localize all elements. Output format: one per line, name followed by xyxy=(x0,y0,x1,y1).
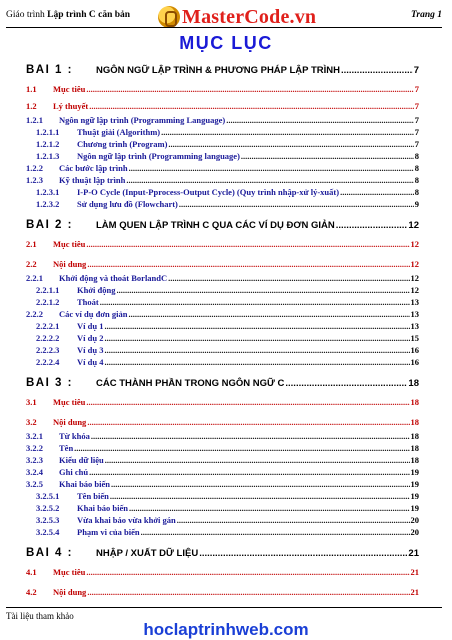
toc-leader-dots xyxy=(129,503,409,513)
toc-entry-title: Khởi động xyxy=(77,285,116,295)
toc-entry-number: 3.2.5.3 xyxy=(36,515,60,525)
toc-entry[interactable] xyxy=(26,567,419,577)
toc-leader-dots xyxy=(110,491,410,501)
toc-entry-title: Vừa khai báo vừa khởi gán xyxy=(77,515,176,525)
toc-entry[interactable] xyxy=(26,515,419,525)
toc-entry-page: 19 xyxy=(410,479,419,489)
toc-entry[interactable] xyxy=(26,187,419,197)
toc-entry-title: Ví dụ 4 xyxy=(77,357,104,367)
page-number: Trang 1 xyxy=(410,10,442,20)
toc-entry[interactable] xyxy=(26,547,419,559)
toc-entry-title: Nội dung xyxy=(53,587,87,597)
toc-entry-title: Các bước lập trình xyxy=(59,163,128,173)
toc-entry-title: NHẬP / XUẤT DỮ LIỆU xyxy=(96,548,199,559)
toc-entry-number: 3.2.4 xyxy=(26,467,43,477)
footer-logo[interactable]: hoclaptrinhweb.com xyxy=(143,620,309,639)
toc-entry[interactable] xyxy=(26,239,419,249)
toc-entry-page: 8 xyxy=(414,187,419,197)
toc-entry[interactable] xyxy=(26,467,419,477)
toc-entry-number: BÀI 2 : xyxy=(26,219,73,231)
toc-entry-page: 16 xyxy=(410,357,419,367)
toc-entry[interactable] xyxy=(26,455,419,465)
footer-text: Tài liệu tham khảo xyxy=(6,611,74,621)
toc-entry[interactable] xyxy=(26,309,419,319)
toc-entry-page: 13 xyxy=(410,309,419,319)
toc-entry[interactable] xyxy=(26,64,419,76)
toc-entry[interactable] xyxy=(26,587,419,597)
toc-entry-title: Sử dụng lưu đồ (Flowchart) xyxy=(77,199,178,209)
toc-entry-number: 2.2.2.3 xyxy=(36,345,60,355)
toc-entry-title: Ví dụ 2 xyxy=(77,333,104,343)
toc-entry[interactable] xyxy=(26,163,419,173)
toc-entry-title: Từ khóa xyxy=(59,431,90,441)
toc-entry-number: 2.1 xyxy=(26,239,37,249)
toc-entry-page: 8 xyxy=(414,151,419,161)
toc-leader-dots xyxy=(340,187,414,197)
toc-entry-title: NGÔN NGỮ LẬP TRÌNH & PHƯƠNG PHÁP LẬP TRÌNH xyxy=(96,65,340,76)
toc-entry-number: 1.2 xyxy=(26,101,37,111)
toc-leader-dots xyxy=(100,297,410,307)
toc-entry-title: LÀM QUEN LẬP TRÌNH C QUA CÁC VÍ DỤ ĐƠN GIẢN xyxy=(96,220,335,231)
toc-entry-title: Chương trình (Program) xyxy=(77,139,168,149)
toc-entry-title: Lý thuyết xyxy=(53,101,89,111)
toc-entry-page: 7 xyxy=(414,101,419,111)
toc-entry-title: Ghi chú xyxy=(59,467,89,477)
toc-leader-dots xyxy=(126,175,413,185)
toc-leader-dots xyxy=(111,479,409,489)
toc-leader-dots xyxy=(86,84,413,94)
toc-leader-dots xyxy=(285,378,407,389)
toc-entry-page: 8 xyxy=(414,175,419,185)
toc-entry[interactable] xyxy=(26,115,419,125)
toc-entry-number: 3.2.2 xyxy=(26,443,43,453)
toc-entry-number: 3.2.5.1 xyxy=(36,491,60,501)
toc-entry-title: Tên biến xyxy=(77,491,109,501)
toc-leader-dots xyxy=(87,259,409,269)
toc-entry-page: 12 xyxy=(410,273,419,283)
toc-entry[interactable] xyxy=(26,151,419,161)
toc-entry-number: 2.2.1 xyxy=(26,273,43,283)
toc-entry-title: Khởi động và thoát BorlandC xyxy=(59,273,168,283)
toc-entry-number: 3.2.3 xyxy=(26,455,43,465)
toc-entry-number: 1.2.1.1 xyxy=(36,127,60,137)
toc-entry-page: 15 xyxy=(410,333,419,343)
toc-entry[interactable] xyxy=(26,527,419,537)
toc-entry-title: Mục tiêu xyxy=(53,84,86,94)
toc-entry-page: 7 xyxy=(414,127,419,137)
toc-entry[interactable] xyxy=(26,259,419,269)
course-title: Giáo trình Lập trình C căn bản xyxy=(6,10,131,20)
toc-entry-title: Nội dung xyxy=(53,417,87,427)
toc-entry[interactable] xyxy=(26,127,419,137)
toc-entry-page: 9 xyxy=(414,199,419,209)
toc-leader-dots xyxy=(87,417,409,427)
toc-entry[interactable] xyxy=(26,377,419,389)
toc-entry[interactable] xyxy=(26,219,419,231)
toc-entry-title: Mục tiêu xyxy=(53,239,86,249)
logo-text: MasterCode.vn xyxy=(182,5,317,28)
toc-entry-number: 2.2.2.2 xyxy=(36,333,60,343)
toc-entry-title: Mục tiêu xyxy=(53,567,86,577)
toc-entry-page: 18 xyxy=(410,431,419,441)
toc-entry-number: 1.2.3 xyxy=(26,175,43,185)
toc-entry-page: 13 xyxy=(410,297,419,307)
toc-entry[interactable] xyxy=(26,321,419,331)
toc-entry[interactable] xyxy=(26,273,419,283)
toc-entry[interactable] xyxy=(26,345,419,355)
toc-entry-number: 1.2.3.2 xyxy=(36,199,60,209)
toc-entry-number: 3.1 xyxy=(26,397,37,407)
toc-entry-page: 19 xyxy=(410,503,419,513)
toc-entry[interactable] xyxy=(26,84,419,94)
toc-leader-dots xyxy=(128,309,409,319)
toc-leader-dots xyxy=(168,139,413,149)
toc-entry-number: 2.2.1.1 xyxy=(36,285,60,295)
toc-entry[interactable] xyxy=(26,491,419,501)
toc-entry-page: 21 xyxy=(408,548,419,559)
toc-entry-title: I-P-O Cycle (Input-Pprocess-Output Cycle) (Quy trình nhập-xử lý-xuất) xyxy=(77,187,340,197)
toc-entry-title: Thoát xyxy=(77,297,99,307)
toc-entry-title: Khai báo biến xyxy=(77,503,129,513)
toc-entry-number: 1.2.3.1 xyxy=(36,187,60,197)
toc-entry-page: 18 xyxy=(410,397,419,407)
toc-entry-number: 1.1 xyxy=(26,84,37,94)
toc-entry-title: Khai báo biến xyxy=(59,479,111,489)
toc-entry-number: 2.2.2 xyxy=(26,309,43,319)
toc-entry-title: Nội dung xyxy=(53,259,87,269)
toc-entry[interactable] xyxy=(26,297,419,307)
toc-leader-dots xyxy=(161,127,414,137)
toc-leader-dots xyxy=(129,163,414,173)
footer-rule xyxy=(6,607,442,608)
toc-entry-number: 3.2.5.2 xyxy=(36,503,60,513)
toc-entry-page: 19 xyxy=(410,491,419,501)
toc-leader-dots xyxy=(105,455,410,465)
toc-leader-dots xyxy=(336,220,408,231)
toc-entry-page: 18 xyxy=(410,443,419,453)
toc-leader-dots xyxy=(199,548,407,559)
toc-leader-dots xyxy=(104,333,409,343)
toc-leader-dots xyxy=(87,587,409,597)
toc-entry-page: 18 xyxy=(410,455,419,465)
toc-entry-page: 12 xyxy=(410,259,419,269)
toc-entry[interactable] xyxy=(26,479,419,489)
toc-entry-title: Mục tiêu xyxy=(53,397,86,407)
toc-entry-title: Kỹ thuật lập trình xyxy=(59,175,126,185)
toc-entry-number: 3.2.5.4 xyxy=(36,527,60,537)
toc-entry-page: 12 xyxy=(410,285,419,295)
toc-entry[interactable] xyxy=(26,417,419,427)
toc-leader-dots xyxy=(86,567,409,577)
toc-entry-page: 8 xyxy=(414,163,419,173)
toc-entry-number: BÀI 3 : xyxy=(26,377,73,389)
page-title: MỤC LỤC xyxy=(179,33,273,53)
toc-entry-number: BÀI 1 : xyxy=(26,64,73,76)
toc-entry-number: 3.2.5 xyxy=(26,479,43,489)
toc-entry-number: 3.2.1 xyxy=(26,431,43,441)
header-rule xyxy=(6,27,442,28)
toc-leader-dots xyxy=(104,357,409,367)
toc-entry[interactable] xyxy=(26,199,419,209)
toc-entry-title: Thuật giải (Algorithm) xyxy=(77,127,161,137)
toc-entry[interactable] xyxy=(26,357,419,367)
toc-leader-dots xyxy=(91,431,410,441)
toc-entry-number: 2.2.2.1 xyxy=(36,321,60,331)
toc-entry[interactable] xyxy=(26,397,419,407)
toc-leader-dots xyxy=(104,321,409,331)
toc-entry-title: Kiểu dữ liệu xyxy=(59,455,104,465)
toc-entry-page: 21 xyxy=(410,587,419,597)
toc-entry-title: Ngôn ngữ lập trình (Programming Language) xyxy=(59,115,226,125)
toc-leader-dots xyxy=(89,467,409,477)
toc-entry-page: 12 xyxy=(408,220,419,231)
toc-entry-page: 20 xyxy=(410,527,419,537)
toc-entry-number: 1.2.1.2 xyxy=(36,139,60,149)
toc-entry-number: 2.2.2.4 xyxy=(36,357,60,367)
toc-entry-page: 7 xyxy=(414,115,419,125)
toc-leader-dots xyxy=(168,273,409,283)
toc-leader-dots xyxy=(341,65,413,76)
toc-entry-page: 21 xyxy=(410,567,419,577)
toc-entry-number: 4.2 xyxy=(26,587,37,597)
toc-entry[interactable] xyxy=(26,101,419,111)
toc-leader-dots xyxy=(117,285,410,295)
toc-entry-number: 1.2.1 xyxy=(26,115,43,125)
toc-leader-dots xyxy=(226,115,414,125)
toc-entry[interactable] xyxy=(26,333,419,343)
toc-entry-title: Ngôn ngữ lập trình (Programming language) xyxy=(77,151,240,161)
toc-entry-number: 3.2 xyxy=(26,417,37,427)
toc-leader-dots xyxy=(179,199,414,209)
toc-entry-page: 7 xyxy=(414,139,419,149)
toc-entry-title: Ví dụ 1 xyxy=(77,321,104,331)
toc-entry-number: 1.2.2 xyxy=(26,163,43,173)
toc-entry-title: Các ví dụ đơn giản xyxy=(59,309,128,319)
toc-entry[interactable] xyxy=(26,175,419,185)
toc-leader-dots xyxy=(86,397,409,407)
toc-entry-page: 13 xyxy=(410,321,419,331)
toc-entry-number: 1.2.1.3 xyxy=(36,151,60,161)
toc-leader-dots xyxy=(74,443,409,453)
toc-entry-page: 16 xyxy=(410,345,419,355)
toc-entry[interactable] xyxy=(26,443,419,453)
toc-entry-title: Tên xyxy=(59,443,74,453)
toc-leader-dots xyxy=(241,151,414,161)
toc-entry-title: Ví dụ 3 xyxy=(77,345,104,355)
toc-entry-number: 4.1 xyxy=(26,567,37,577)
toc-entry[interactable] xyxy=(26,431,419,441)
toc-entry-page: 18 xyxy=(408,378,419,389)
toc-entry-page: 18 xyxy=(410,417,419,427)
toc-leader-dots xyxy=(141,527,410,537)
toc-entry[interactable] xyxy=(26,503,419,513)
toc-entry-page: 7 xyxy=(413,65,419,76)
toc-leader-dots xyxy=(86,239,409,249)
toc-entry-number: BÀI 4 : xyxy=(26,547,73,559)
toc-entry-number: 2.2 xyxy=(26,259,37,269)
toc-entry-page: 20 xyxy=(410,515,419,525)
toc-entry[interactable] xyxy=(26,285,419,295)
toc-entry-number: 2.2.1.2 xyxy=(36,297,60,307)
toc-entry-page: 19 xyxy=(410,467,419,477)
toc-entry-title: CÁC THÀNH PHẦN TRONG NGÔN NGỮ C xyxy=(96,378,285,389)
toc-leader-dots xyxy=(89,101,414,111)
toc-entry-page: 7 xyxy=(414,84,419,94)
toc-entry-page: 12 xyxy=(410,239,419,249)
toc-leader-dots xyxy=(104,345,409,355)
toc-entry-title: Phạm vi của biến xyxy=(77,527,140,537)
toc-leader-dots xyxy=(177,515,410,525)
logo-mark-icon xyxy=(158,6,180,28)
toc-entry[interactable] xyxy=(26,139,419,149)
